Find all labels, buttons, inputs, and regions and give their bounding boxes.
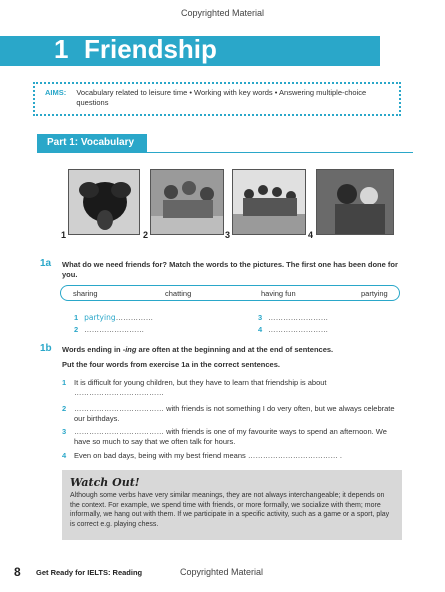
picture-2 — [150, 169, 224, 235]
part-title: Part 1: Vocabulary — [37, 134, 147, 152]
word-having-fun: having fun — [261, 289, 296, 298]
aims-box — [33, 82, 401, 116]
aims-text: Vocabulary related to leisure time • Working with key words • Answering multiple-choice questions — [76, 88, 367, 107]
sentence-4-number: 4 — [62, 451, 67, 460]
watch-out-title: Watch Out! — [70, 476, 140, 489]
unit-title: Friendship — [84, 34, 217, 64]
picture-4 — [316, 169, 394, 235]
watch-out-box — [62, 470, 402, 540]
word-partying: partying — [361, 289, 388, 298]
picture-label-2: 2 — [143, 230, 149, 240]
sentence-4-text: Even on bad days, being with my best friend means ……………………………… . — [74, 451, 343, 460]
answer-3-number: 3 — [258, 313, 263, 322]
sentence-1-text: It is difficult for young children, but they have to learn that friendship is about ……………………………… — [74, 378, 327, 397]
picture-3 — [232, 169, 306, 235]
intro-post: are often at the beginning and at the end of sentences. — [136, 345, 334, 354]
picture-label-3: 3 — [225, 230, 231, 240]
aims-label: AIMS: — [45, 88, 67, 97]
sentence-1[interactable] — [62, 378, 404, 398]
exercise-1a-instruction: What do we need friends for? Match the words to the pictures. The first one has been done for you. — [62, 260, 398, 279]
intro-ing: -ing — [122, 345, 137, 354]
page-number: 8 — [14, 565, 21, 579]
copyright-footer: Copyrighted Material — [180, 567, 264, 577]
sentence-1-number: 1 — [62, 378, 67, 387]
picture-label-1: 1 — [61, 230, 67, 240]
sentence-3-text: ……………………………… with friends is one of my favourite ways to spend an afternoon. We have so much to say that we often talk for hours. — [74, 427, 387, 446]
answer-4[interactable] — [258, 325, 328, 334]
answer-1[interactable] — [74, 313, 153, 322]
exercise-1b-intro — [62, 345, 402, 355]
answer-4-blank: …………………… — [268, 325, 329, 334]
word-box — [60, 285, 400, 301]
exercise-1b-number: 1b — [40, 343, 52, 354]
sentence-2[interactable] — [62, 404, 404, 424]
word-chatting: chatting — [165, 289, 192, 298]
unit-number: 1 — [54, 34, 69, 64]
picture-label-4: 4 — [308, 230, 314, 240]
word-sharing: sharing — [73, 289, 98, 298]
answer-3[interactable] — [258, 313, 328, 322]
sentence-2-text: ……………………………… with friends is not something I do very often, but we always celebrate our birthdays. — [74, 404, 395, 423]
answer-2-number: 2 — [74, 325, 79, 334]
book-title: Get Ready for IELTS: Reading — [36, 568, 143, 577]
intro-pre: Words ending in — [62, 345, 123, 354]
sentence-3[interactable] — [62, 427, 404, 447]
exercise-1b-instruction: Put the four words from exercise 1a in the correct sentences. — [62, 360, 280, 369]
answer-1-number: 1 — [74, 313, 79, 322]
part-divider — [37, 152, 413, 153]
exercise-1a-number: 1a — [40, 258, 52, 269]
answer-1-blank: …………… — [115, 313, 154, 322]
watch-out-body: Although some verbs have very similar meanings, they are not always interchangeable; it depends on the context. For example, we spend time with friends, or more formally, we socialize with them; more informally, we hang out with them. If we participate in a specific activity, such as a game or a sport, play is correct e.g. playing chess. — [70, 492, 390, 528]
answer-4-number: 4 — [258, 325, 263, 334]
sentence-3-number: 3 — [62, 427, 67, 436]
sentence-4[interactable] — [62, 451, 404, 461]
answer-2-blank: …………………… — [84, 325, 145, 334]
answer-3-blank: …………………… — [268, 313, 329, 322]
picture-1 — [68, 169, 140, 235]
answer-1-value: partying — [84, 313, 116, 322]
answer-2[interactable] — [74, 325, 144, 334]
sentence-2-number: 2 — [62, 404, 67, 413]
copyright-header: Copyrighted Material — [180, 8, 265, 18]
